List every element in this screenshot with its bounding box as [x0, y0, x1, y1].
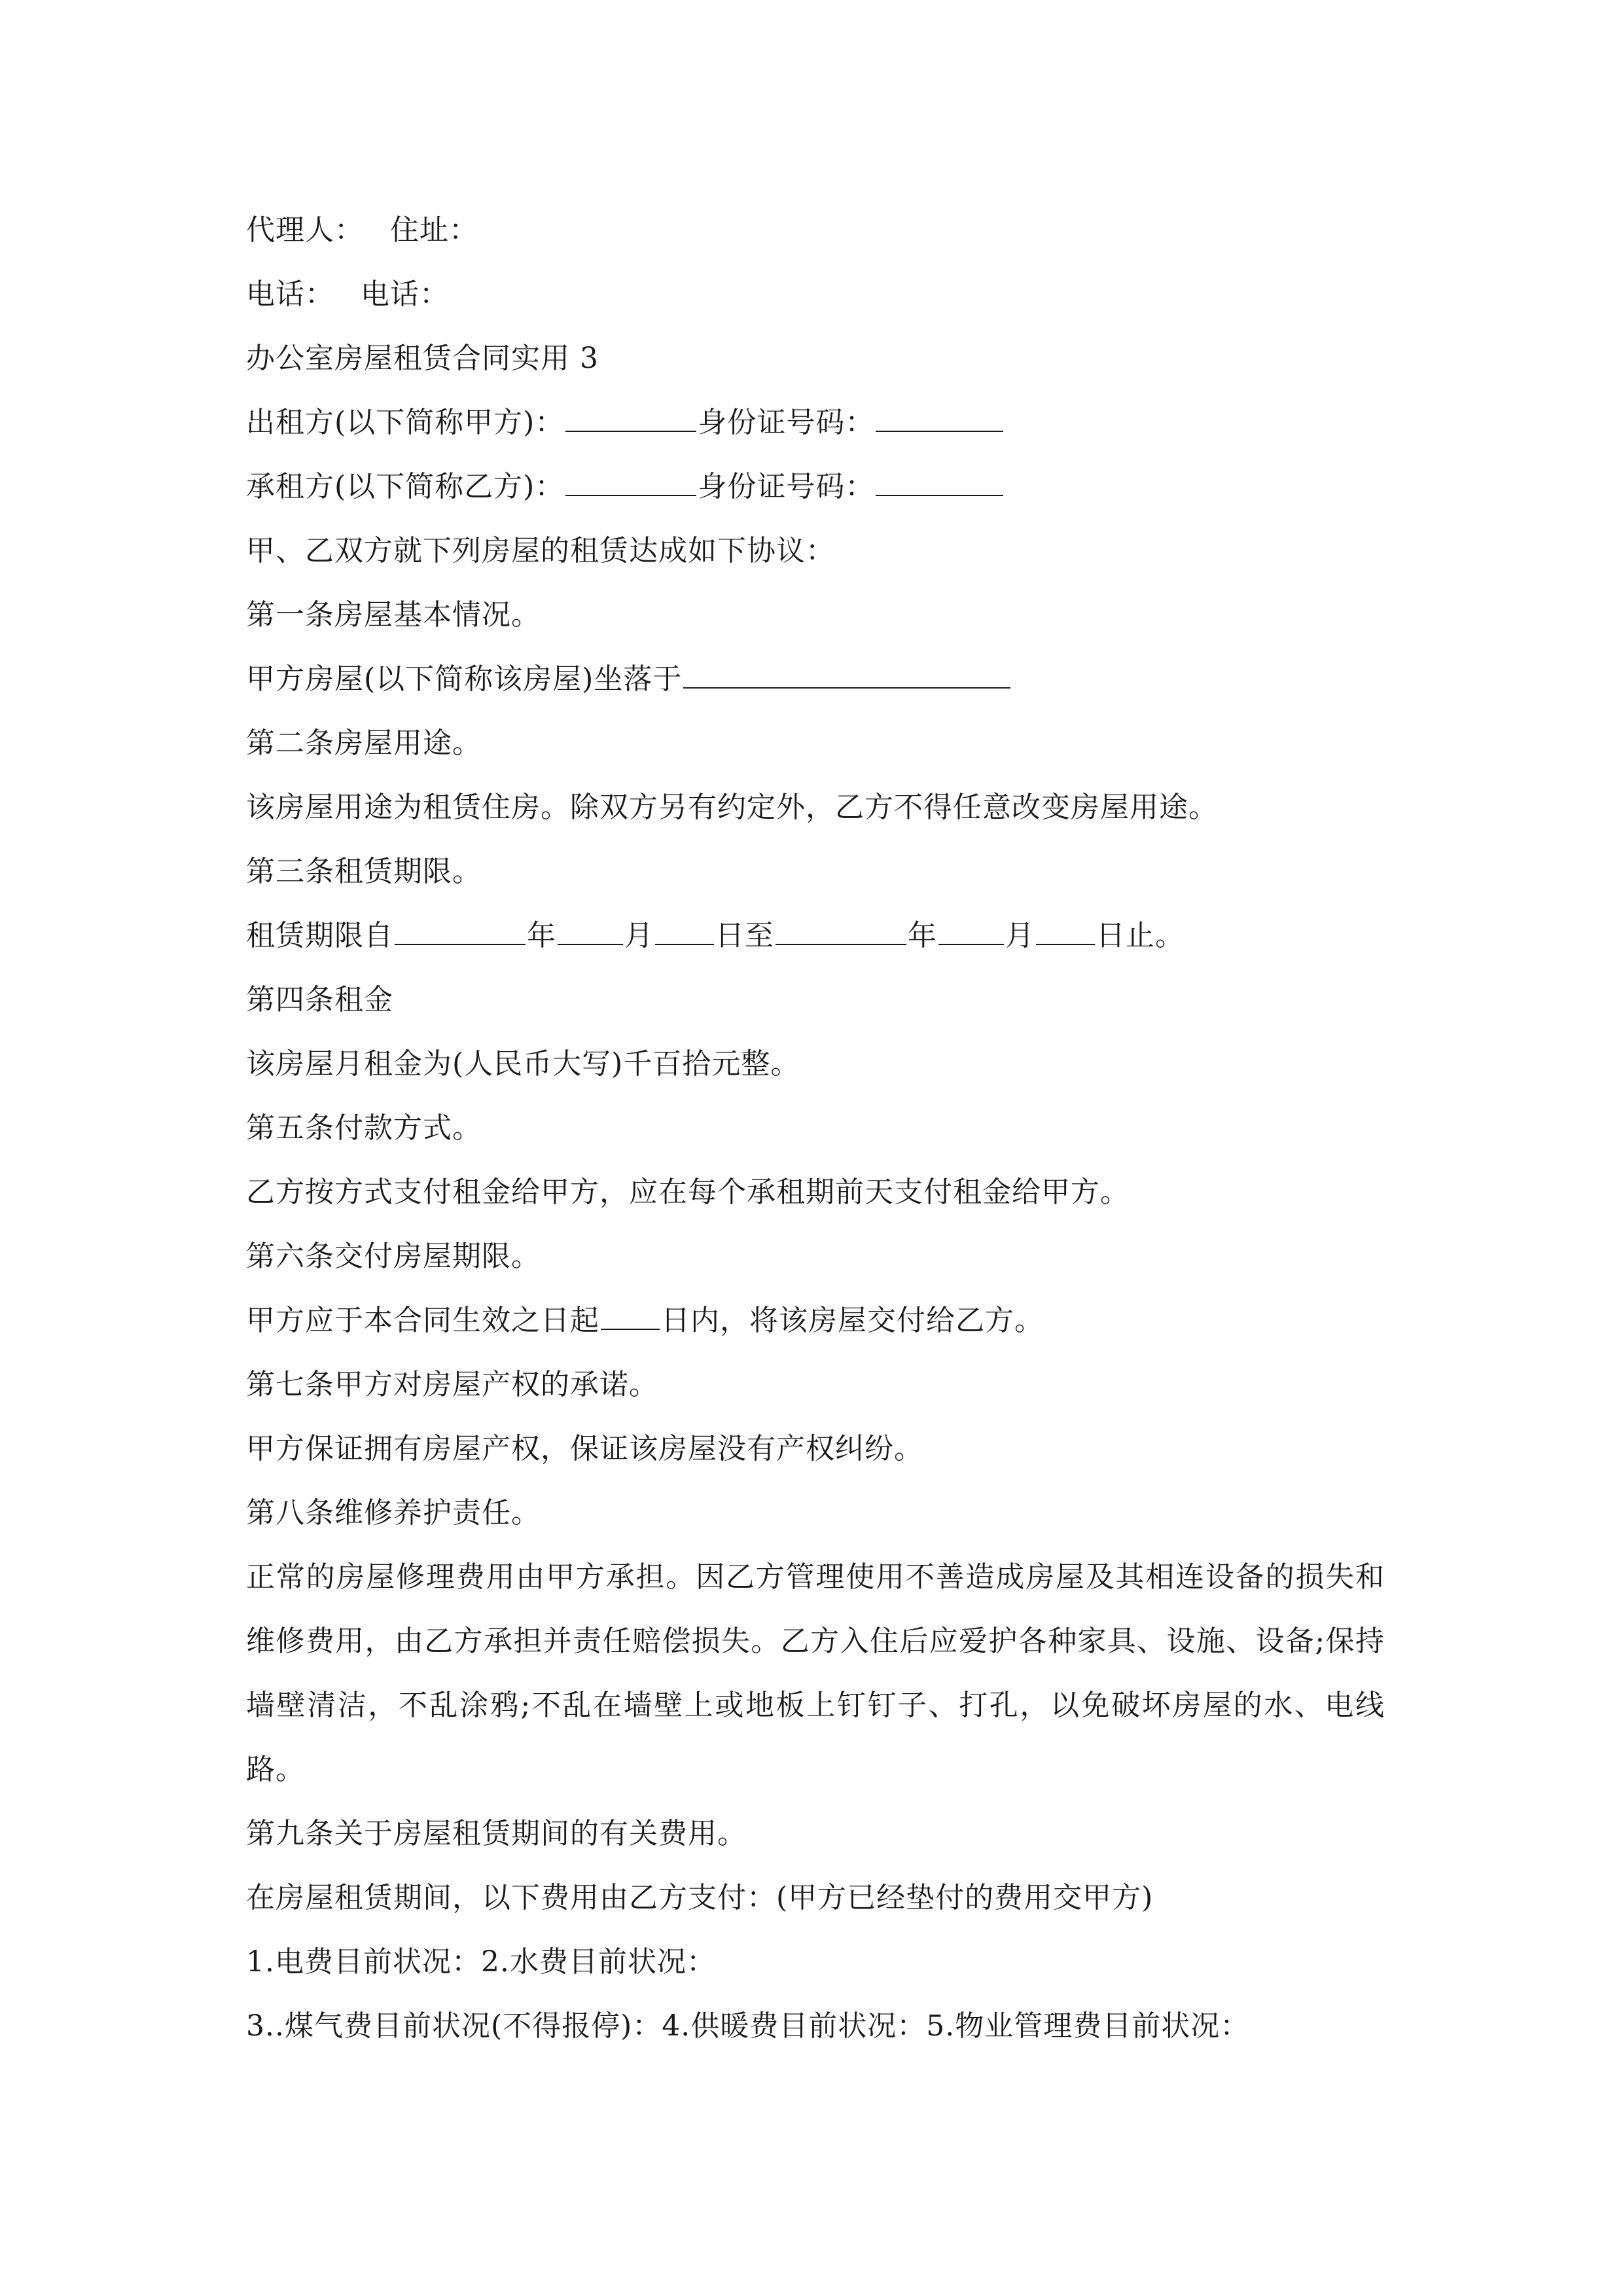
lessor-name-blank [565, 407, 696, 432]
start-month-label: 月 [624, 919, 654, 952]
article-4-text: 该房屋月租金为(人民币大写)千百拾元整。 [246, 1047, 800, 1081]
agent-label: 代理人： [246, 213, 364, 247]
delivery-days-blank [601, 1305, 660, 1330]
start-year-label: 年 [527, 919, 556, 952]
lessee-line [246, 455, 1385, 519]
phone-line [246, 262, 1385, 327]
agreement-intro: 甲、乙双方就下列房屋的租赁达成如下协议： [246, 534, 835, 567]
start-month-blank [558, 920, 623, 945]
lessee-id-label: 身份证号码： [698, 470, 875, 503]
article-9-item-2: 3..煤气费目前状况(不得报停)：4.供暖费目前状况：5.物业管理费目前状况： [246, 2009, 1250, 2043]
article-7-title: 第七条甲方对房屋产权的承诺。 [246, 1368, 658, 1401]
end-month-blank [938, 920, 1004, 945]
lessor-line [246, 391, 1385, 455]
lessor-label: 出租方(以下简称甲方)： [246, 406, 565, 439]
article-3-text [246, 904, 1385, 968]
start-year-blank [395, 920, 526, 945]
article-3-title: 第三条租赁期限。 [246, 855, 482, 888]
article-5-text: 乙方按方式支付租金给甲方，应在每个承租期前天支付租金给甲方。 [246, 1175, 1130, 1209]
article-5-title: 第五条付款方式。 [246, 1111, 482, 1145]
article-2-title: 第二条房屋用途。 [246, 726, 482, 760]
phone-label-1: 电话： [246, 278, 334, 311]
end-year-blank [776, 920, 906, 945]
article-6-text [246, 1289, 1385, 1353]
term-end-label: 日止。 [1096, 919, 1185, 952]
lessor-id-label: 身份证号码： [698, 406, 875, 439]
address-label: 住址： [390, 213, 478, 247]
delivery-text-b: 日内，将该房屋交付给乙方。 [661, 1304, 1044, 1337]
article-8-text: 正常的房屋修理费用由甲方承担。因乙方管理使用不善造成房屋及其相连设备的损失和维修费用，由乙方承担并责任赔偿损失。乙方入住后应爱护各种家具、设施、设备;保持墙壁清洁，不乱涂鸦;不乱在墙壁上或地板上钉钉子、打孔，以免破坏房屋的水、电线路。 [246, 1560, 1385, 1786]
phone-label-2: 电话： [361, 278, 449, 311]
document-body [246, 198, 1385, 2058]
delivery-text-a: 甲方应于本合同生效之日起 [246, 1304, 599, 1337]
lessee-name-blank [565, 471, 696, 496]
article-1-title: 第一条房屋基本情况。 [246, 598, 541, 632]
start-day-blank [655, 920, 714, 945]
article-1-text [246, 647, 1385, 711]
article-9-title: 第九条关于房屋租赁期间的有关费用。 [246, 1817, 747, 1850]
location-label: 甲方房屋(以下简称该房屋)坐落于 [246, 662, 683, 696]
article-9-intro: 在房屋租赁期间，以下费用由乙方支付：(甲方已经垫付的费用交甲方) [246, 1881, 1154, 1914]
article-2-text: 该房屋用途为租赁住房。除双方另有约定外，乙方不得任意改变房屋用途。 [246, 791, 1218, 824]
article-6-title: 第六条交付房屋期限。 [246, 1240, 541, 1273]
term-from-label: 租赁期限自 [246, 919, 393, 952]
location-blank [683, 664, 1010, 689]
lessor-id-blank [876, 407, 1003, 432]
end-year-label: 年 [908, 919, 937, 952]
article-9-item-1: 1.电费目前状况：2.水费目前状况： [246, 1945, 716, 1979]
term-to-label: 日至 [715, 919, 774, 952]
lessee-label: 承租方(以下简称乙方)： [246, 470, 565, 503]
article-8-title: 第八条维修养护责任。 [246, 1496, 541, 1530]
article-4-title: 第四条租金 [246, 983, 393, 1016]
contract-title: 办公室房屋租赁合同实用 3 [246, 342, 599, 375]
lessee-id-blank [876, 471, 1003, 496]
agent-address-line [246, 198, 1385, 262]
end-month-label: 月 [1005, 919, 1035, 952]
end-day-blank [1036, 920, 1095, 945]
article-7-text: 甲方保证拥有房屋产权，保证该房屋没有产权纠纷。 [246, 1432, 923, 1465]
